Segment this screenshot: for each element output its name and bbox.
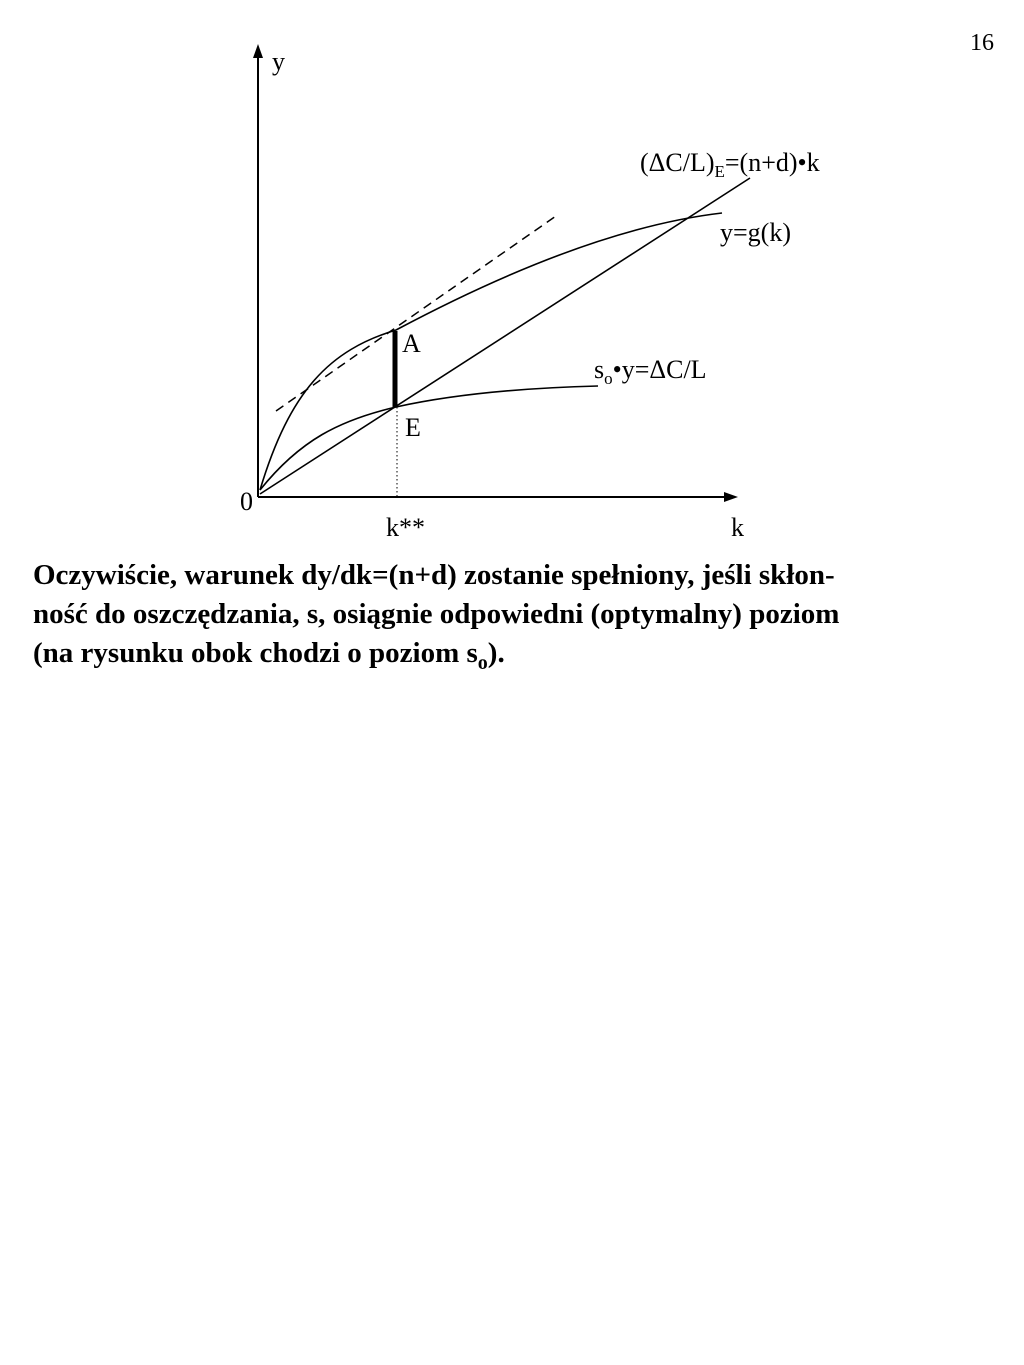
paragraph-line-2: ność do oszczędzania, s, osiągnie odpowiedni (optymalny) poziom (33, 598, 840, 630)
break-even-line-label: $(\Delta C/L)_E=(n+d)•k$ (640, 148, 820, 181)
x-axis-label: k (731, 513, 744, 542)
origin-label: 0 (240, 487, 253, 516)
y-axis-arrow (253, 44, 263, 58)
x-axis-arrow (724, 492, 738, 502)
paragraph-line-1: Oczywiście, warunek dy/dk=(n+d) zostanie spełniony, jeśli skłon- (33, 559, 835, 591)
kstar-label: k** (386, 513, 425, 542)
page-number: 16 (970, 30, 994, 56)
tangent-line (276, 216, 556, 411)
explanation-paragraph (33, 556, 993, 683)
solow-golden-rule-diagram (0, 0, 1024, 560)
paragraph-line-3: (na rysunku obok chodzi o poziom $s_o$). (33, 637, 505, 674)
point-a-label: A (402, 329, 421, 358)
point-e-label: E (405, 413, 421, 442)
y-axis-label: y (272, 47, 285, 76)
break-even-line (260, 178, 750, 494)
savings-curve (260, 386, 598, 490)
savings-curve-label: $s_o•y=\Delta C/L$ (594, 355, 707, 388)
production-curve-label: y=g(k) (720, 218, 791, 247)
